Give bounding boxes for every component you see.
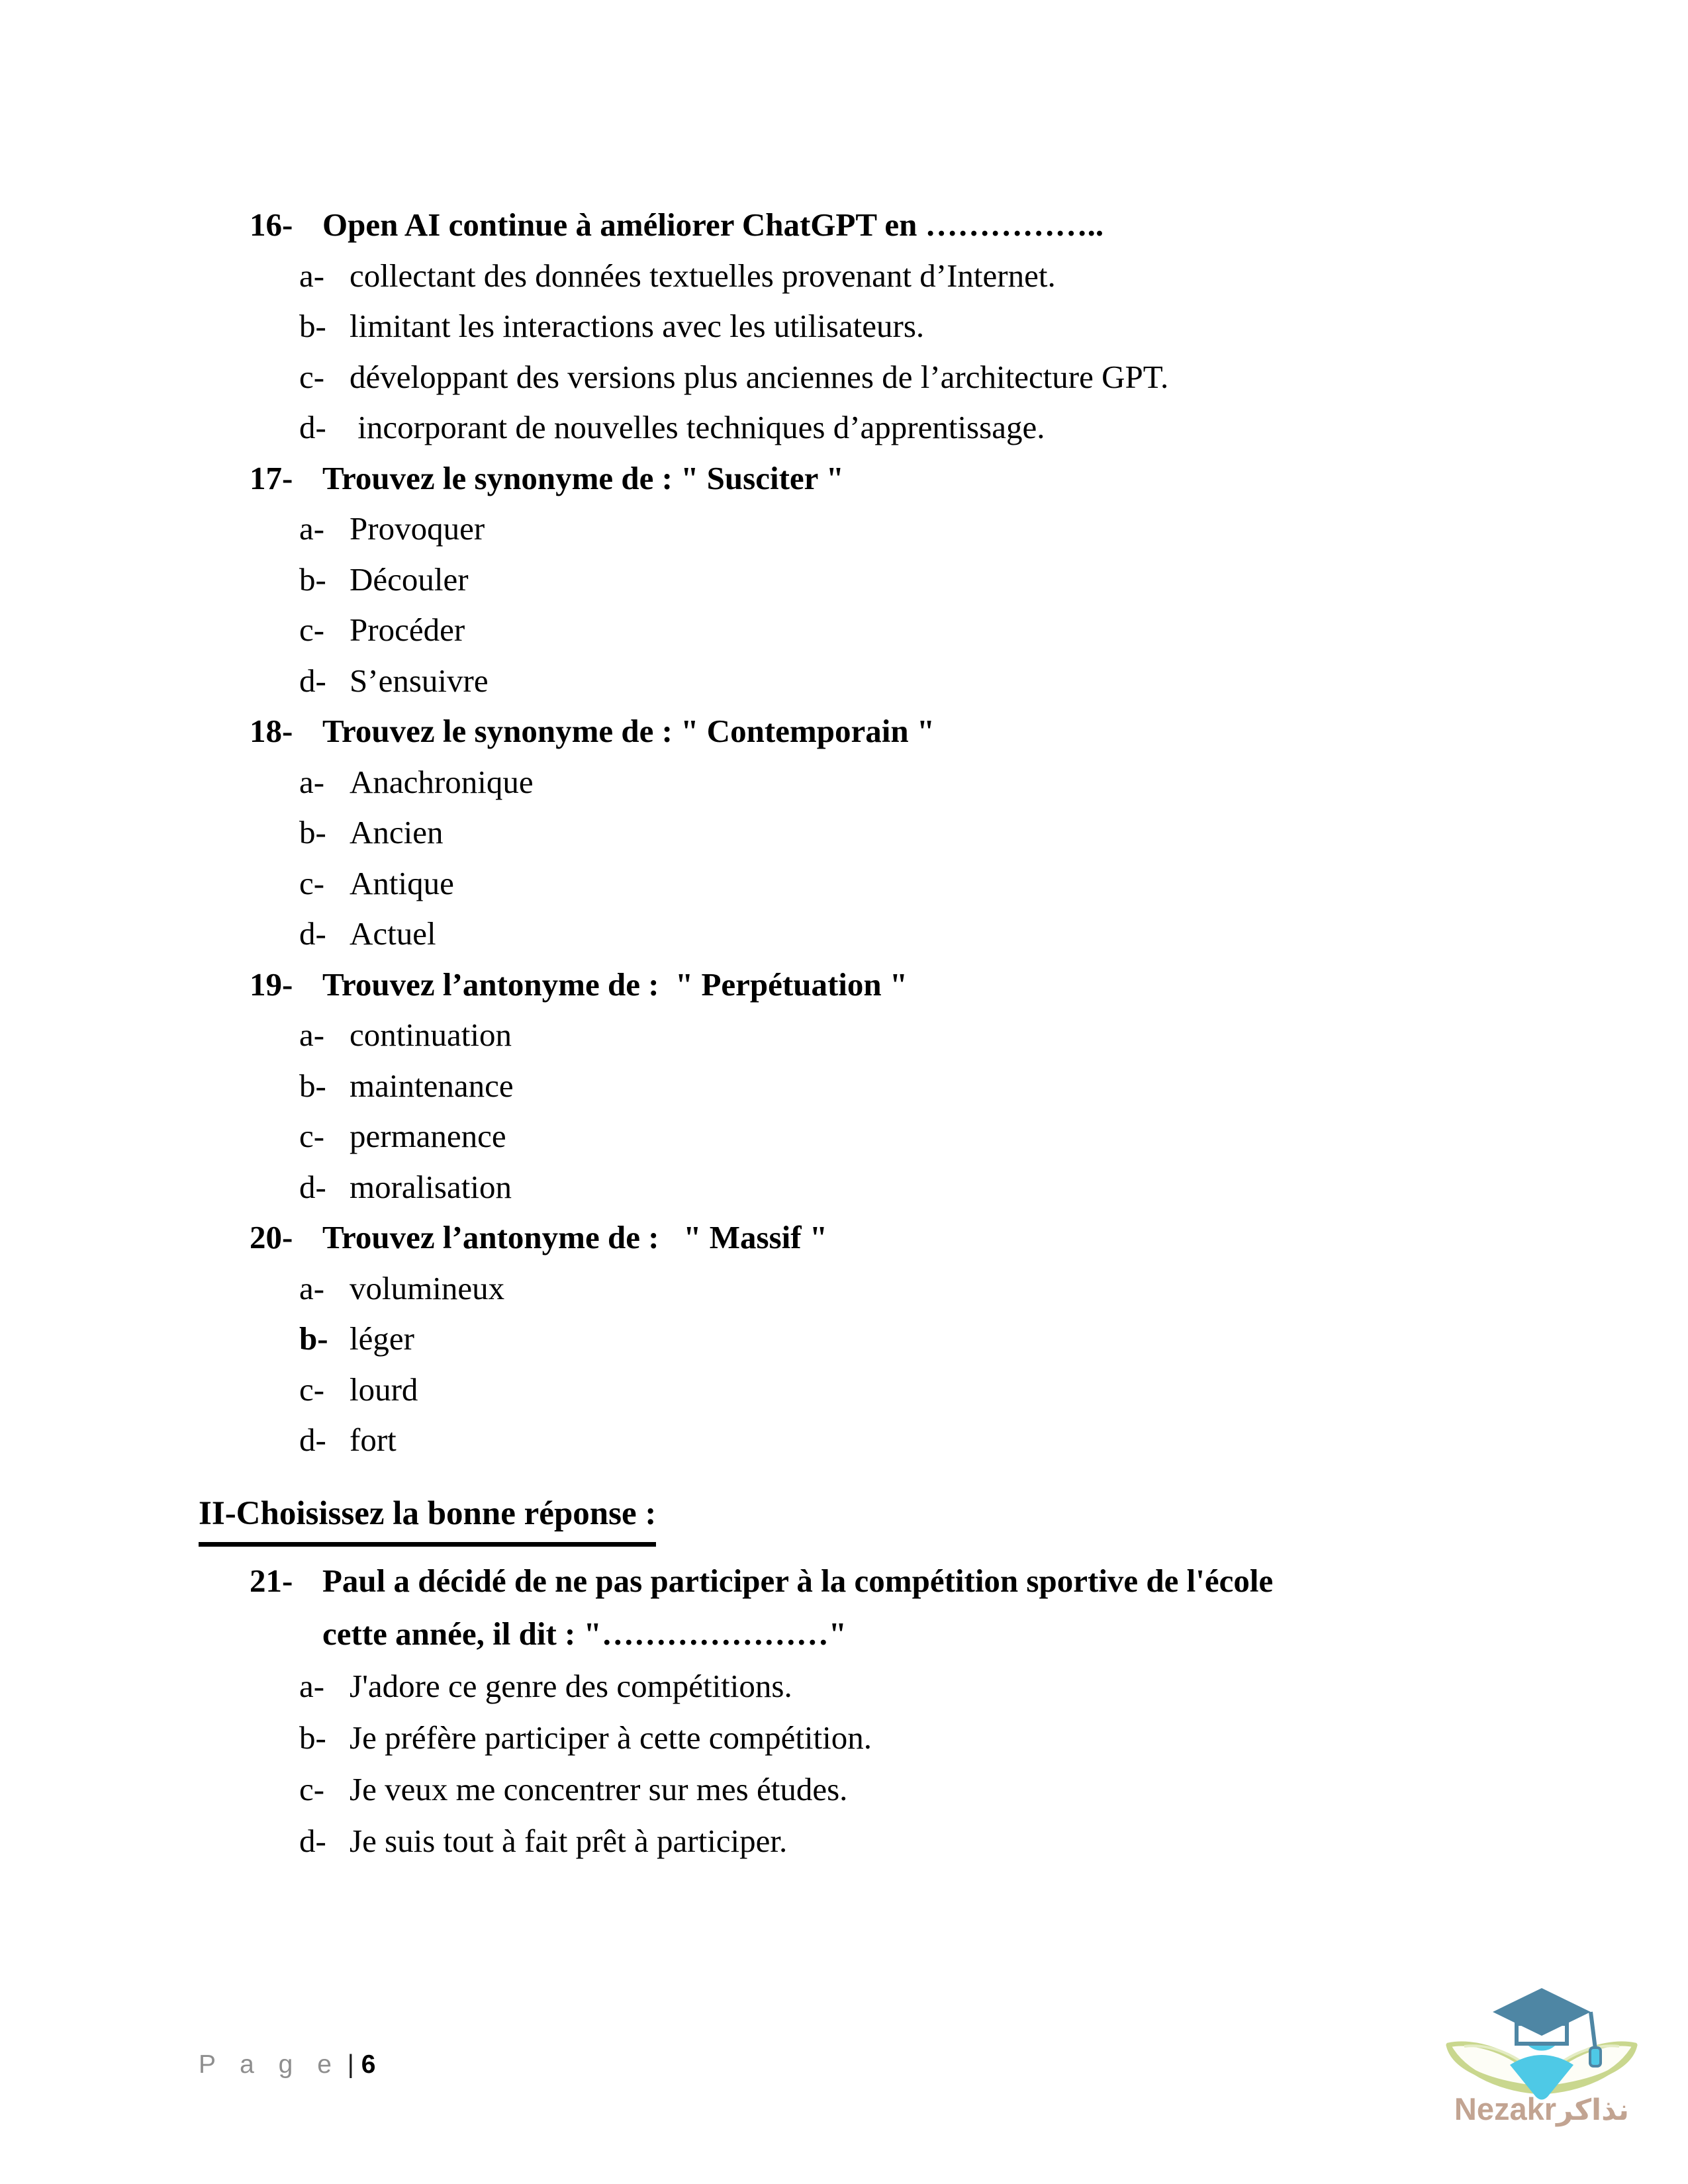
option-letter: b-: [299, 814, 326, 850]
option-letter: a-: [299, 1667, 325, 1704]
question-number: 17-: [250, 459, 293, 496]
question-number: 20-: [250, 1219, 293, 1255]
question-text: Trouvez le synonyme de : " Susciter ": [322, 459, 844, 496]
section-2-heading-text: II-Choisissez la bonne réponse :: [199, 1487, 656, 1547]
option-text: moralisation: [350, 1168, 512, 1205]
logo-name-arabic: نذاكر: [1556, 2093, 1630, 2127]
option-text: Antique: [350, 864, 454, 901]
question-text: Trouvez le synonyme de : " Contemporain ": [322, 713, 935, 749]
option-letter: a-: [299, 510, 325, 547]
question-19-heading: [0, 960, 1688, 1011]
option-line: [0, 909, 1688, 960]
option-letter: d-: [299, 409, 326, 445]
question-number: 21-: [250, 1562, 293, 1599]
section-2-heading: [199, 1487, 1688, 1547]
option-text: Ancien: [350, 814, 444, 850]
option-letter: a-: [299, 1017, 325, 1053]
option-line: [0, 656, 1688, 707]
option-letter: d-: [299, 1822, 326, 1859]
option-text: J'adore ce genre des compétitions.: [350, 1667, 792, 1704]
option-letter: a-: [299, 257, 325, 294]
question-21-text-line2: [0, 1608, 1688, 1661]
footer-page-word: P a g e: [199, 2050, 340, 2079]
option-text: lourd: [350, 1371, 418, 1408]
question-text: Trouvez l’antonyme de : " Massif ": [322, 1219, 828, 1255]
option-text: développant des versions plus anciennes de l’architecture GPT.: [350, 358, 1169, 395]
option-text: Actuel: [350, 915, 436, 952]
option-text: incorporant de nouvelles techniques d’apprentissage.: [350, 409, 1045, 445]
option-text: fort: [350, 1422, 397, 1458]
option-line: [0, 555, 1688, 606]
logo-name-latin: Nezakr: [1454, 2091, 1557, 2126]
option-text: Je veux me concentrer sur mes études.: [350, 1770, 848, 1807]
option-line: [0, 251, 1688, 302]
question-16-heading: [0, 200, 1688, 251]
option-line: [0, 1010, 1688, 1061]
footer-separator: |: [340, 2050, 361, 2079]
question-18-heading: [0, 706, 1688, 757]
option-text: volumineux: [350, 1269, 505, 1306]
option-letter-marked: b-: [299, 1320, 328, 1357]
question-17-heading: [0, 453, 1688, 504]
nezakr-logo-graphic: [1435, 1984, 1648, 2102]
option-text: permanence: [350, 1118, 506, 1154]
question-text: Trouvez l’antonyme de : " Perpétuation ": [322, 966, 908, 1003]
option-line: [0, 807, 1688, 858]
option-line: [0, 1415, 1688, 1466]
option-line: [0, 352, 1688, 403]
option-line: [0, 504, 1688, 555]
option-text: Procéder: [350, 612, 465, 648]
option-letter: d-: [299, 915, 326, 952]
question-text-line2: cette année, il dit : "…………………": [322, 1615, 847, 1652]
option-letter: d-: [299, 662, 326, 699]
option-line: [0, 301, 1688, 352]
option-line: [0, 757, 1688, 808]
option-text: collectant des données textuelles provenant d’Internet.: [350, 257, 1056, 294]
option-line: [0, 1815, 1688, 1867]
option-line: [0, 1365, 1688, 1416]
question-number: 18-: [250, 713, 293, 749]
option-letter: a-: [299, 763, 325, 800]
question-number: 19-: [250, 966, 293, 1003]
question-21-heading: [0, 1555, 1688, 1608]
option-line: [0, 1111, 1688, 1162]
option-text: limitant les interactions avec les utilisateurs.: [350, 308, 925, 344]
option-line: [0, 1263, 1688, 1314]
option-letter: b-: [299, 1719, 326, 1756]
option-line: [0, 402, 1688, 453]
footer-page-number: 6: [361, 2050, 376, 2079]
option-letter: c-: [299, 358, 325, 395]
option-letter: d-: [299, 1168, 326, 1205]
option-line: [0, 1314, 1688, 1365]
option-line: [0, 1162, 1688, 1213]
question-text-line1: Paul a décidé de ne pas participer à la compétition sportive de l'école: [322, 1562, 1274, 1599]
question-20-heading: [0, 1212, 1688, 1263]
nezakr-logo: [1435, 1984, 1648, 2127]
exam-content: [0, 200, 1688, 1867]
option-letter: c-: [299, 1770, 325, 1807]
option-letter: c-: [299, 864, 325, 901]
option-text: continuation: [350, 1017, 512, 1053]
nezakr-logo-text: [1435, 2093, 1648, 2127]
option-text: Je préfère participer à cette compétition.: [350, 1719, 872, 1756]
option-letter: b-: [299, 308, 326, 344]
question-text: Open AI continue à améliorer ChatGPT en ……………..: [322, 206, 1104, 243]
option-line: [0, 1661, 1688, 1712]
option-text: maintenance: [350, 1067, 514, 1104]
question-number: 16-: [250, 206, 293, 243]
option-line: [0, 1764, 1688, 1815]
option-line: [0, 858, 1688, 909]
option-letter: b-: [299, 561, 326, 598]
option-letter: c-: [299, 1118, 325, 1154]
option-text: Anachronique: [350, 763, 534, 800]
option-letter: b-: [299, 1067, 326, 1104]
option-letter: c-: [299, 1371, 325, 1408]
option-letter: c-: [299, 612, 325, 648]
option-letter: d-: [299, 1422, 326, 1458]
option-text: Je suis tout à fait prêt à participer.: [350, 1822, 788, 1859]
option-line: [0, 605, 1688, 656]
option-line: [0, 1061, 1688, 1112]
option-line: [0, 1712, 1688, 1764]
option-letter: a-: [299, 1269, 325, 1306]
option-text: léger: [350, 1320, 414, 1357]
option-text: Découler: [350, 561, 469, 598]
option-text: Provoquer: [350, 510, 485, 547]
question-21: [0, 1555, 1688, 1867]
option-text: S’ensuivre: [350, 662, 489, 699]
page-footer: [199, 2049, 375, 2081]
